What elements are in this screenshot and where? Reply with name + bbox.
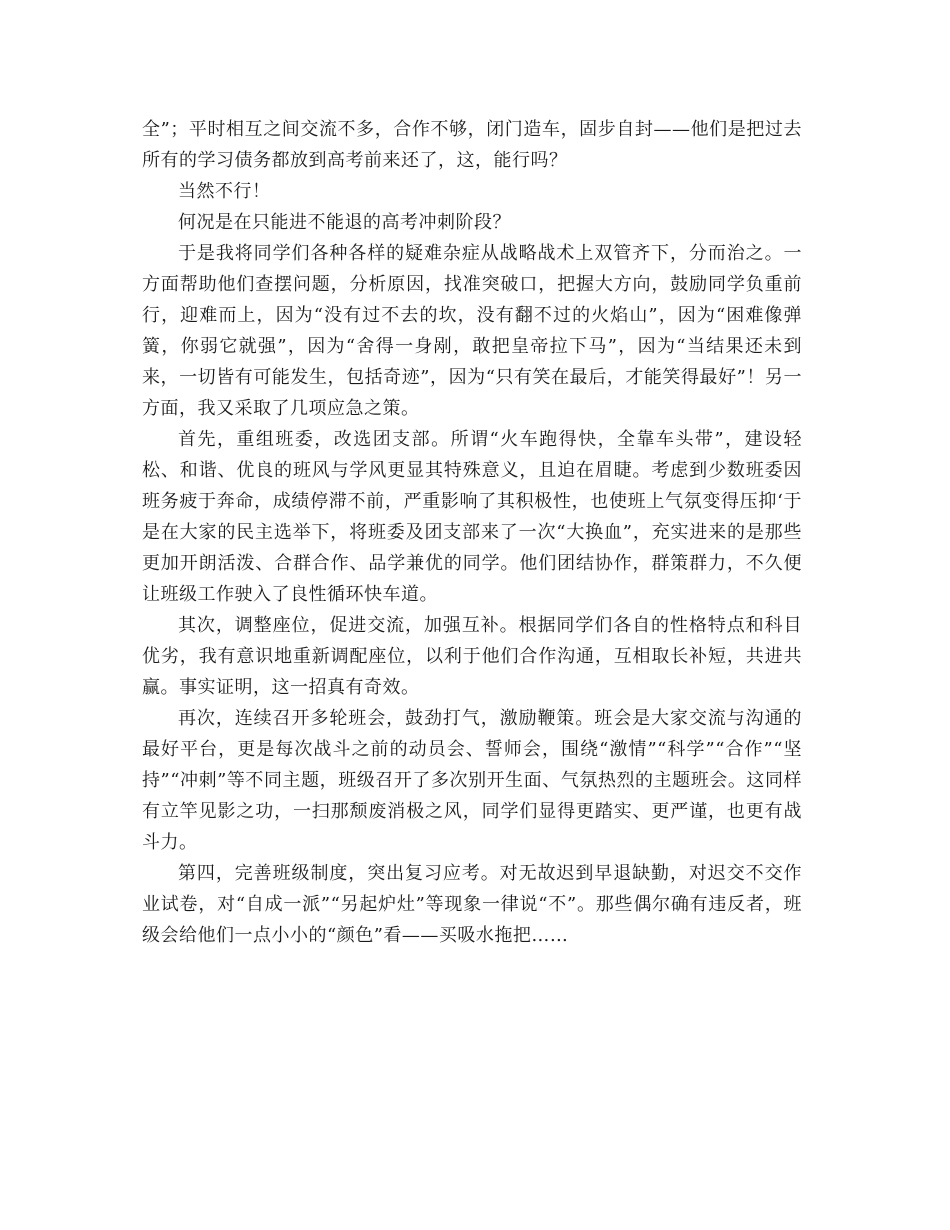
document-body [142,114,802,951]
paragraph-fourth-measure: 第四，完善班级制度，突出复习应考。对无故迟到早退缺勤，对迟交不交作业试卷，对“自成一派”“另起炉灶”等现象一律说“不”。那些偶尔确有违反者，班级会给他们一点小小的“颜色”看——买吸水拖把…… [142,863,802,946]
paragraph-question: 何况是在只能进不能退的高考冲刺阶段？ [178,212,511,233]
paragraph-first-measure: 首先，重组班委，改选团支部。所谓“火车跑得快，全靠车头带”，建设轻松、和谐、优良的班风与学风更显其特殊意义，且迫在眉睫。考虑到少数班委因班务疲于奔命，成绩停滞不前，严重影响了其积极性，也使班上气氛变得压抑‘于是在大家的民主选举下，将班委及团支部来了一次“大换血”，充实进来的是那些更加开朗活泼、合群合作、品学兼优的同学。他们团结协作，群策群力，不久便让班级工作驶入了良性循环快车道。 [142,429,802,605]
paragraph-continuation: 全”；平时相互之间交流不多，合作不够，闭门造车，固步自封——他们是把过去所有的学习债务都放到高考前来还了，这，能行吗？ [142,119,802,171]
paragraph-strategy: 于是我将同学们各种各样的疑难杂症从战略战术上双管齐下，分而治之。一方面帮助他们查摆问题，分析原因，找准突破口，把握大方向，鼓励同学负重前行，迎难而上，因为“没有过不去的坎，没有翻不过的火焰山”，因为“困难像弹簧，你弱它就强”，因为“舍得一身剐，敢把皇帝拉下马”，因为“当结果还未到来，一切皆有可能发生，包括奇迹”，因为“只有笑在最后，才能笑得最好”！另一方面，我又采取了几项应急之策。 [142,243,802,419]
paragraph-answer: 当然不行！ [178,181,271,202]
paragraph-third-measure: 再次，连续召开多轮班会，鼓劲打气，激励鞭策。班会是大家交流与沟通的最好平台，更是每次战斗之前的动员会、誓师会，围绕“激情”“科学”“合作”“坚持”“冲刺”等不同主题，班级召开了多次别开生面、气氛热烈的主题班会。这同样有立竿见影之功，一扫那颓废消极之风，同学们显得更踏实、更严谨，也更有战斗力。 [142,708,802,853]
paragraph-second-measure: 其次，调整座位，促进交流，加强互补。根据同学们各自的性格特点和科目优劣，我有意识地重新调配座位，以利于他们合作沟通，互相取长补短，共进共赢。事实证明，这一招真有奇效。 [142,615,802,698]
